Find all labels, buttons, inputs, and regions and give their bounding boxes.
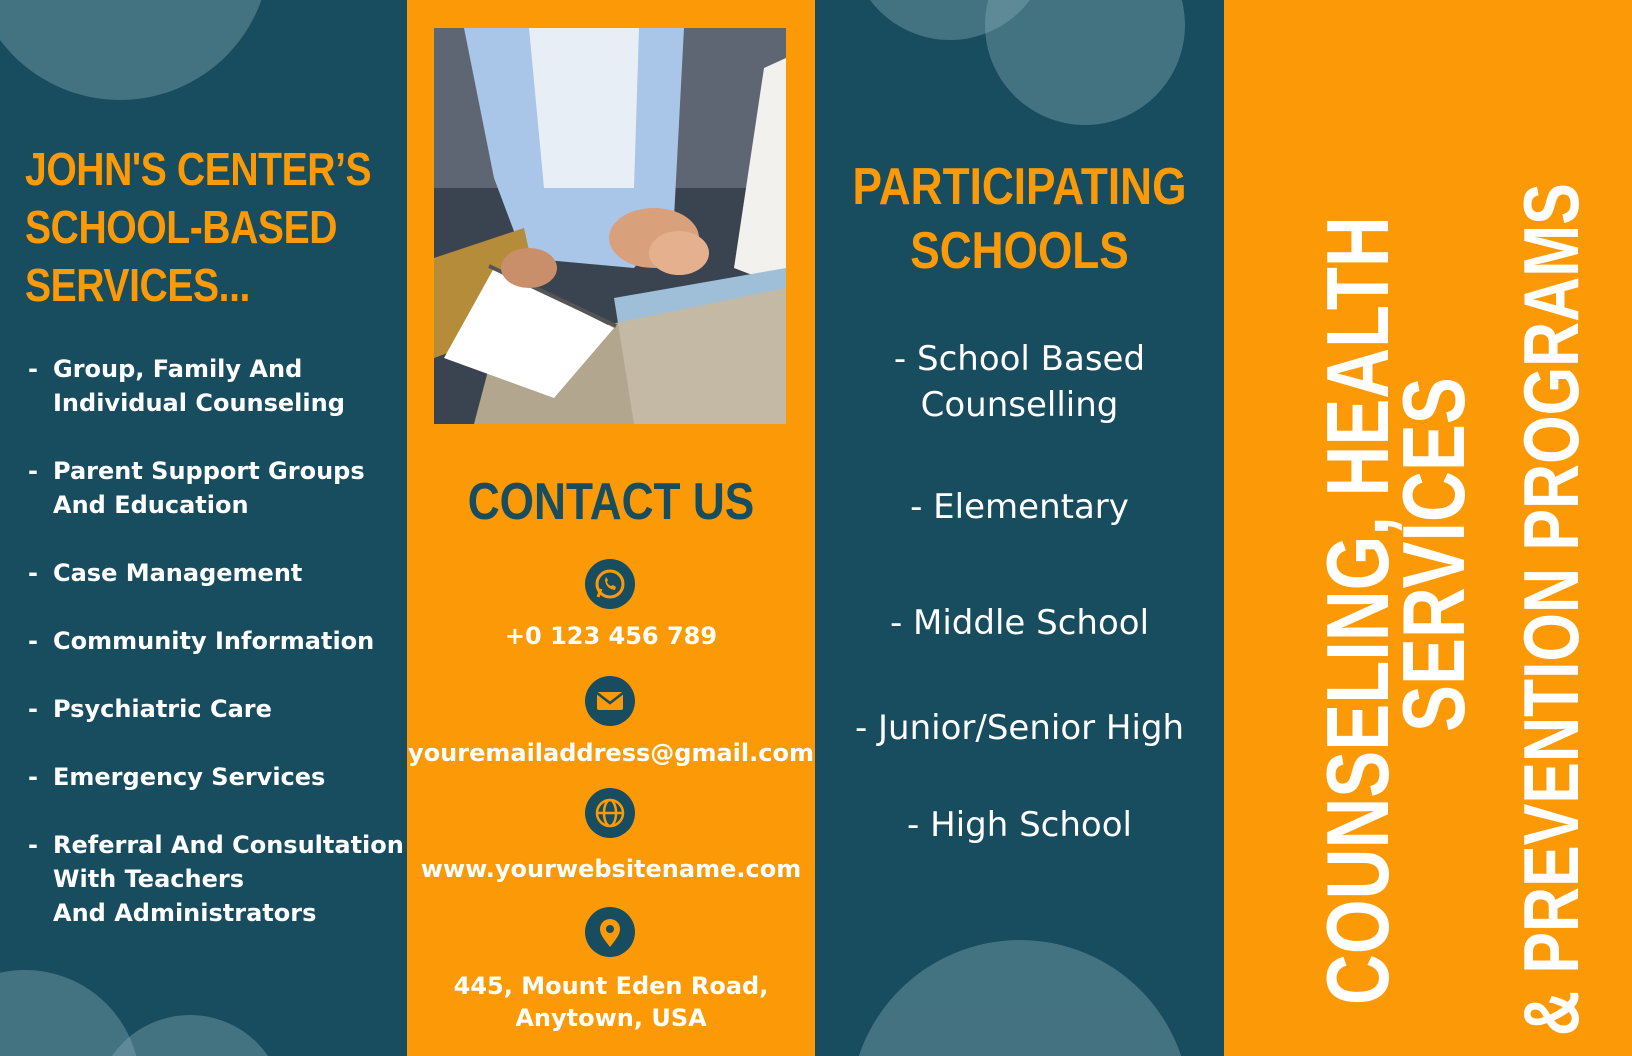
list-item: - School Based Counselling — [893, 339, 1146, 425]
globe-icon — [585, 788, 635, 838]
service-label: Group, Family And Individual Counseling — [53, 355, 345, 417]
decorative-circle — [0, 970, 140, 1056]
list-item: - Elementary — [910, 487, 1129, 527]
list-item: - High School — [907, 805, 1132, 845]
cover-title-line-3: & PREVENTION PROGRAMS — [1507, 183, 1595, 1036]
service-label: Psychiatric Care — [53, 695, 272, 723]
bullet-dash: - — [28, 695, 38, 723]
cover-panel — [1224, 0, 1632, 1056]
whatsapp-icon — [585, 559, 635, 609]
schools-heading: PARTICIPATING SCHOOLS — [852, 158, 1187, 280]
phone-number: +0 123 456 789 — [504, 622, 718, 650]
service-label: Referral And Consultation With Teachers And Administrators — [53, 831, 404, 927]
services-panel — [0, 0, 407, 1056]
services-heading: JOHN'S CENTER’S SCHOOL-BASED SERVICES... — [25, 143, 372, 311]
service-label: Case Management — [53, 559, 303, 587]
counseling-photo-illustration — [434, 28, 786, 424]
contact-heading: CONTACT US — [467, 473, 755, 531]
list-item: - Middle School — [889, 603, 1150, 643]
list-item — [28, 760, 407, 794]
postal-address: 445, Mount Eden Road, Anytown, USA — [453, 972, 769, 1032]
bullet-dash: - — [28, 831, 38, 859]
bullet-dash: - — [28, 355, 38, 383]
location-pin-icon — [585, 907, 635, 957]
bullet-dash: - — [28, 559, 38, 587]
decorative-circle — [985, 0, 1185, 125]
list-item — [28, 352, 407, 420]
bullet-dash: - — [28, 457, 38, 485]
schools-panel — [815, 0, 1224, 1056]
contact-panel — [407, 0, 815, 1056]
list-item — [28, 624, 407, 658]
decorative-circle — [0, 0, 270, 100]
service-label: Community Information — [53, 627, 375, 655]
list-item — [28, 556, 407, 590]
website-address[interactable]: www.yourwebsitename.com — [420, 855, 802, 883]
list-item — [28, 828, 407, 930]
list-item — [28, 454, 407, 522]
email-icon — [585, 676, 635, 726]
list-item: - Junior/Senior High — [854, 708, 1185, 748]
decorative-circle — [850, 940, 1190, 1056]
bullet-dash: - — [28, 627, 38, 655]
service-label: Emergency Services — [53, 763, 326, 791]
counseling-photo — [434, 28, 786, 424]
cover-title-line-1: COUNSELING, HEALTH — [1308, 216, 1407, 1006]
list-item — [28, 692, 407, 726]
email-address[interactable]: youremailaddress@gmail.com — [408, 739, 814, 767]
cover-title-line-2: SERVICES — [1384, 377, 1483, 732]
bullet-dash: - — [28, 763, 38, 791]
service-label: Parent Support Groups And Education — [53, 457, 365, 519]
